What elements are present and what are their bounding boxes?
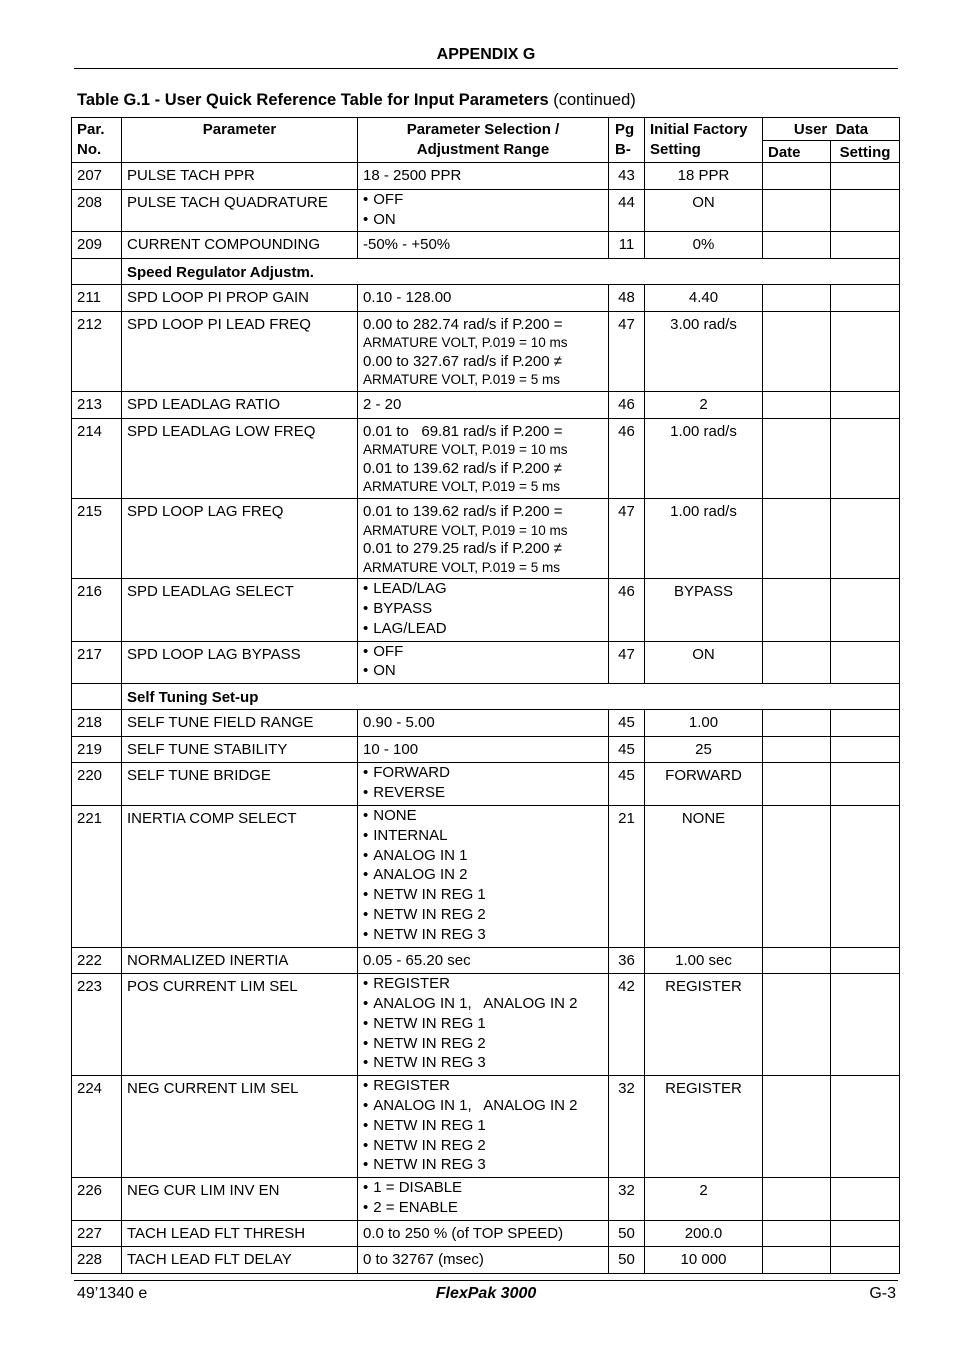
section-blank (72, 684, 122, 710)
page-ref: 32 (609, 1178, 645, 1221)
par-number: 212 (72, 311, 122, 391)
parameter-selection (358, 1076, 609, 1178)
page-ref: 46 (609, 418, 645, 498)
selection-option: • NETW IN REG 1 (363, 1014, 603, 1034)
parameter-selection (358, 189, 609, 232)
selection-option: • LEAD/LAG (363, 579, 603, 599)
user-date-cell[interactable] (763, 974, 831, 1076)
user-setting-cell[interactable] (831, 232, 900, 259)
range-line: ARMATURE VOLT, P.019 = 5 ms (363, 479, 560, 495)
range-line: 0.00 to 327.67 rad/s if P.200 ≠ (363, 352, 562, 370)
user-setting-cell[interactable] (831, 1076, 900, 1178)
range-line: 0.0 to 250 % (of TOP SPEED) (363, 1224, 564, 1242)
document-number: 49’1340 e (77, 1285, 148, 1302)
parameter-name: SPD LOOP PI LEAD FREQ (122, 311, 358, 391)
header-selection-line2: Adjustment Range (416, 140, 550, 158)
initial-setting: ON (645, 641, 763, 684)
range-line: 18 - 2500 PPR (363, 167, 462, 185)
range-line: ARMATURE VOLT, P.019 = 10 ms (363, 335, 568, 351)
par-number: 214 (72, 418, 122, 498)
user-setting-cell[interactable] (831, 311, 900, 391)
header-selection (358, 118, 609, 163)
parameter-row (72, 418, 900, 498)
page-ref: 47 (609, 498, 645, 578)
range-line: ARMATURE VOLT, P.019 = 5 ms (363, 559, 560, 575)
page-ref: 45 (609, 763, 645, 806)
page-ref: 36 (609, 947, 645, 974)
range-line: 0.01 to 139.62 rad/s if P.200 ≠ (363, 459, 562, 477)
table-body (72, 118, 900, 1274)
selection-option: • ANALOG IN 1 (363, 846, 603, 866)
user-date-cell[interactable] (763, 232, 831, 259)
header-selection-line1: Parameter Selection / (406, 121, 560, 138)
initial-setting: 0% (645, 232, 763, 259)
initial-setting: BYPASS (645, 579, 763, 641)
caption-continued: (continued) (548, 91, 636, 109)
user-setting-cell[interactable] (831, 806, 900, 948)
header-user-data: User Data (763, 118, 900, 141)
page-ref: 42 (609, 974, 645, 1076)
parameter-row (72, 763, 900, 806)
parameter-row (72, 498, 900, 578)
initial-setting: 4.40 (645, 284, 763, 311)
par-number: 211 (72, 284, 122, 311)
par-number: 228 (72, 1247, 122, 1274)
par-number: 216 (72, 579, 122, 641)
par-number: 217 (72, 641, 122, 684)
user-date-cell[interactable] (763, 641, 831, 684)
header-par-no (72, 118, 122, 163)
initial-setting: 25 (645, 736, 763, 763)
parameter-row (72, 641, 900, 684)
par-number: 222 (72, 947, 122, 974)
parameter-row (72, 189, 900, 232)
range-line: 0.01 to 139.62 rad/s if P.200 = (363, 502, 563, 520)
selection-option: • ON (363, 210, 603, 230)
range-line: 2 - 20 (363, 395, 402, 413)
range-line: 0.00 to 282.74 rad/s if P.200 = (363, 315, 563, 333)
parameter-row (72, 1220, 900, 1247)
parameter-row (72, 947, 900, 974)
header-par-no-line1: Par. (77, 121, 105, 138)
parameter-name: SPD LOOP LAG BYPASS (122, 641, 358, 684)
header-pg-line1: Pg (615, 121, 635, 138)
page-ref: 45 (609, 736, 645, 763)
selection-option: • NONE (363, 806, 603, 826)
page-number: G-3 (869, 1285, 896, 1302)
selection-option: • NETW IN REG 3 (363, 925, 603, 945)
selection-option: • 1 = DISABLE (363, 1178, 603, 1198)
selection-list (363, 806, 603, 945)
user-setting-cell[interactable] (831, 498, 900, 578)
parameter-name: POS CURRENT LIM SEL (122, 974, 358, 1076)
parameter-selection (358, 163, 609, 190)
user-setting-cell[interactable] (831, 947, 900, 974)
selection-option: • 2 = ENABLE (363, 1198, 603, 1218)
caption-title: Table G.1 - User Quick Reference Table for Input Parameters (77, 91, 549, 109)
parameter-row (72, 1076, 900, 1178)
user-setting-cell[interactable] (831, 763, 900, 806)
page-ref: 48 (609, 284, 645, 311)
user-date-cell[interactable] (763, 163, 831, 190)
parameter-selection (358, 1178, 609, 1221)
par-number: 226 (72, 1178, 122, 1221)
user-setting-cell[interactable] (831, 974, 900, 1076)
initial-setting: 1.00 sec (645, 947, 763, 974)
initial-setting: 2 (645, 1178, 763, 1221)
header-date: Date (763, 140, 831, 163)
header-setting: Setting (831, 140, 900, 163)
initial-setting: 1.00 rad/s (645, 418, 763, 498)
user-date-cell[interactable] (763, 736, 831, 763)
initial-setting: 1.00 rad/s (645, 498, 763, 578)
footer-rule (74, 1280, 898, 1281)
header-parameter: Parameter (122, 118, 358, 163)
parameter-selection (358, 579, 609, 641)
parameter-selection (358, 974, 609, 1076)
par-number: 220 (72, 763, 122, 806)
range-line: 0.90 - 5.00 (363, 714, 435, 732)
parameter-name: SELF TUNE FIELD RANGE (122, 710, 358, 737)
parameter-row (72, 579, 900, 641)
selection-list (363, 763, 603, 803)
parameter-row (72, 391, 900, 418)
page-ref: 46 (609, 579, 645, 641)
parameter-selection (358, 311, 609, 391)
initial-setting: 200.0 (645, 1220, 763, 1247)
user-date-cell[interactable] (763, 391, 831, 418)
parameter-selection (358, 710, 609, 737)
page-ref: 32 (609, 1076, 645, 1178)
header-par-no-line2: No. (77, 140, 102, 158)
appendix-heading: APPENDIX G (436, 46, 536, 63)
parameter-selection (358, 418, 609, 498)
parameter-row (72, 232, 900, 259)
parameter-name: SPD LEADLAG LOW FREQ (122, 418, 358, 498)
header-initial (645, 118, 763, 163)
parameter-row (72, 736, 900, 763)
parameter-name: PULSE TACH QUADRATURE (122, 189, 358, 232)
parameter-selection (358, 284, 609, 311)
selection-list (363, 190, 603, 230)
user-setting-cell[interactable] (831, 284, 900, 311)
page-ref: 45 (609, 710, 645, 737)
page-ref: 11 (609, 232, 645, 259)
header-pg-line2: B- (615, 140, 631, 158)
user-date-cell[interactable] (763, 579, 831, 641)
parameter-name: INERTIA COMP SELECT (122, 806, 358, 948)
page-ref: 47 (609, 641, 645, 684)
initial-setting: 2 (645, 391, 763, 418)
page-ref: 50 (609, 1247, 645, 1274)
user-setting-cell[interactable] (831, 391, 900, 418)
user-date-cell[interactable] (763, 1076, 831, 1178)
par-number: 207 (72, 163, 122, 190)
range-line: 0.05 - 65.20 sec (363, 951, 471, 969)
header-rule (74, 68, 898, 69)
parameter-selection (358, 1247, 609, 1274)
header-initial-line2: Setting (650, 140, 701, 158)
selection-option: • INTERNAL (363, 826, 603, 846)
range-line: -50% - +50% (363, 236, 451, 254)
selection-option: • NETW IN REG 1 (363, 1116, 603, 1136)
user-date-cell[interactable] (763, 1178, 831, 1221)
range-line: ARMATURE VOLT, P.019 = 10 ms (363, 442, 568, 458)
initial-setting: REGISTER (645, 974, 763, 1076)
user-setting-cell[interactable] (831, 1247, 900, 1274)
parameter-name: CURRENT COMPOUNDING (122, 232, 358, 259)
parameter-name: NEG CURRENT LIM SEL (122, 1076, 358, 1178)
user-setting-cell[interactable] (831, 418, 900, 498)
selection-option: • NETW IN REG 2 (363, 1136, 603, 1156)
section-title: Self Tuning Set-up (122, 684, 900, 710)
selection-option: • REVERSE (363, 783, 603, 803)
selection-list (363, 974, 603, 1073)
parameter-selection (358, 498, 609, 578)
user-date-cell[interactable] (763, 189, 831, 232)
initial-setting: FORWARD (645, 763, 763, 806)
parameter-name: SPD LEADLAG RATIO (122, 391, 358, 418)
page-ref: 46 (609, 391, 645, 418)
header-initial-line1: Initial Factory (650, 121, 748, 138)
table-caption (77, 91, 636, 110)
selection-list (363, 1076, 603, 1175)
selection-option: • NETW IN REG 3 (363, 1155, 603, 1175)
parameter-row (72, 974, 900, 1076)
user-setting-cell[interactable] (831, 736, 900, 763)
parameter-selection (358, 763, 609, 806)
parameter-name: TACH LEAD FLT DELAY (122, 1247, 358, 1274)
range-line: 0.01 to 279.25 rad/s if P.200 ≠ (363, 540, 562, 558)
user-setting-cell[interactable] (831, 1178, 900, 1221)
par-number: 221 (72, 806, 122, 948)
parameter-selection (358, 1220, 609, 1247)
parameter-name: NEG CUR LIM INV EN (122, 1178, 358, 1221)
range-line: 0 to 32767 (msec) (363, 1251, 484, 1269)
reference-table (71, 117, 900, 1274)
parameter-row (72, 1178, 900, 1221)
parameter-row (72, 311, 900, 391)
user-date-cell[interactable] (763, 284, 831, 311)
selection-option: • ANALOG IN 1, ANALOG IN 2 (363, 1096, 603, 1116)
selection-option: • REGISTER (363, 1076, 603, 1096)
parameter-selection (358, 232, 609, 259)
initial-setting: 18 PPR (645, 163, 763, 190)
selection-option: • LAG/LEAD (363, 619, 603, 639)
page-ref: 43 (609, 163, 645, 190)
parameter-selection (358, 806, 609, 948)
user-setting-cell[interactable] (831, 710, 900, 737)
par-number: 223 (72, 974, 122, 1076)
parameter-selection (358, 947, 609, 974)
user-setting-cell[interactable] (831, 163, 900, 190)
range-line: ARMATURE VOLT, P.019 = 10 ms (363, 522, 568, 538)
user-date-cell[interactable] (763, 763, 831, 806)
initial-setting: 10 000 (645, 1247, 763, 1274)
selection-option: • NETW IN REG 2 (363, 905, 603, 925)
user-setting-cell[interactable] (831, 189, 900, 232)
selection-option: • FORWARD (363, 763, 603, 783)
parameter-name: PULSE TACH PPR (122, 163, 358, 190)
user-date-cell[interactable] (763, 498, 831, 578)
section-row (72, 258, 900, 284)
page-ref: 50 (609, 1220, 645, 1247)
page-ref: 47 (609, 311, 645, 391)
user-date-cell[interactable] (763, 806, 831, 948)
par-number: 218 (72, 710, 122, 737)
parameter-row (72, 284, 900, 311)
selection-option: • ANALOG IN 2 (363, 865, 603, 885)
initial-setting: REGISTER (645, 1076, 763, 1178)
user-date-cell[interactable] (763, 418, 831, 498)
parameter-row (72, 163, 900, 190)
parameter-name: SPD LEADLAG SELECT (122, 579, 358, 641)
par-number: 209 (72, 232, 122, 259)
product-name: FlexPak 3000 (435, 1285, 537, 1302)
header-pg (609, 118, 645, 163)
section-row (72, 684, 900, 710)
section-title: Speed Regulator Adjustm. (122, 258, 900, 284)
parameter-row (72, 710, 900, 737)
parameter-name: SELF TUNE STABILITY (122, 736, 358, 763)
par-number: 208 (72, 189, 122, 232)
selection-option: • ON (363, 661, 603, 681)
selection-option: • NETW IN REG 3 (363, 1053, 603, 1073)
initial-setting: NONE (645, 806, 763, 948)
selection-option: • OFF (363, 642, 603, 662)
initial-setting: 3.00 rad/s (645, 311, 763, 391)
par-number: 213 (72, 391, 122, 418)
range-line: 0.01 to 69.81 rad/s if P.200 = (363, 422, 563, 440)
selection-option: • OFF (363, 190, 603, 210)
user-date-cell[interactable] (763, 311, 831, 391)
page-ref: 44 (609, 189, 645, 232)
user-setting-cell[interactable] (831, 1220, 900, 1247)
par-number: 219 (72, 736, 122, 763)
page-ref: 21 (609, 806, 645, 948)
parameter-name: SPD LOOP PI PROP GAIN (122, 284, 358, 311)
initial-setting: 1.00 (645, 710, 763, 737)
parameter-name: SELF TUNE BRIDGE (122, 763, 358, 806)
section-blank (72, 258, 122, 284)
par-number: 227 (72, 1220, 122, 1247)
header-row (72, 118, 900, 141)
user-setting-cell[interactable] (831, 641, 900, 684)
parameter-row (72, 1247, 900, 1274)
parameter-selection (358, 736, 609, 763)
range-line: 10 - 100 (363, 740, 419, 758)
parameter-name: NORMALIZED INERTIA (122, 947, 358, 974)
initial-setting: ON (645, 189, 763, 232)
selection-option: • NETW IN REG 2 (363, 1034, 603, 1054)
selection-option: • BYPASS (363, 599, 603, 619)
user-date-cell[interactable] (763, 1247, 831, 1274)
selection-list (363, 642, 603, 682)
parameter-selection (358, 391, 609, 418)
parameter-name: SPD LOOP LAG FREQ (122, 498, 358, 578)
user-date-cell[interactable] (763, 1220, 831, 1247)
parameter-selection (358, 641, 609, 684)
range-line: ARMATURE VOLT, P.019 = 5 ms (363, 372, 560, 388)
parameter-row (72, 806, 900, 948)
selection-option: • REGISTER (363, 974, 603, 994)
user-setting-cell[interactable] (831, 579, 900, 641)
user-date-cell[interactable] (763, 710, 831, 737)
selection-list (363, 579, 603, 638)
parameter-name: TACH LEAD FLT THRESH (122, 1220, 358, 1247)
range-line: 0.10 - 128.00 (363, 288, 452, 306)
user-date-cell[interactable] (763, 947, 831, 974)
par-number: 215 (72, 498, 122, 578)
par-number: 224 (72, 1076, 122, 1178)
selection-list (363, 1178, 603, 1218)
selection-option: • ANALOG IN 1, ANALOG IN 2 (363, 994, 603, 1014)
selection-option: • NETW IN REG 1 (363, 885, 603, 905)
